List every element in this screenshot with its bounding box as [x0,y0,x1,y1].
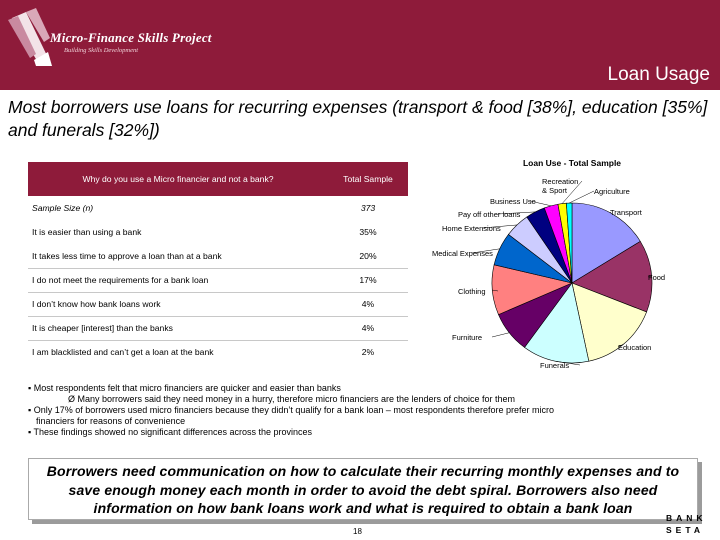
table-row [28,220,408,244]
bullet-text: Many borrowers said they need money in a hurry, therefore micro financiers are the lenders of choice for them [77,394,516,404]
row-label: It is cheaper [interest] than the banks [28,316,328,340]
table-row [28,268,408,292]
page-number: 18 [353,527,362,536]
row-value: 17% [328,268,408,292]
table-row [28,292,408,316]
key-message-callout: Borrowers need communication on how to calculate their recurring monthly expenses and to save enough money each month in order to avoid the debt spiral. Borrowers also need information on how bank loans work and what is required to obtain a bank loan [28,458,698,520]
slide-subtitle: Most borrowers use loans for recurring expenses (transport & food [38%], education [35%] and funerals [32%]) [8,97,708,140]
row-value: 4% [328,316,408,340]
bullet-text: These findings showed no significant differences across the provinces [33,427,313,437]
bullet-text: Only 17% of borrowers used micro financiers because they didn’t qualify for a bank loan – most respondents therefore prefer micro [33,405,554,415]
row-label: It takes less time to approve a loan than at a bank [28,244,328,268]
table-row [28,340,408,364]
pie-label: Medical Expenses [432,249,493,258]
pie-label: Clothing [458,287,486,296]
pie-label: Education [618,343,652,352]
logo-name: Micro-Finance Skills Project [50,30,212,45]
pie-label: Transport [610,208,642,217]
table-row [28,316,408,340]
pie-label: Recreation & Sport [542,177,579,195]
logo-line-2: SETA [666,525,705,535]
row-value: 4% [328,292,408,316]
pie-label: Food [648,273,666,282]
chart-title: Loan Use - Total Sample [522,158,622,168]
bullet-continuation: financiers for reasons of convenience [36,416,186,426]
findings-list [28,383,713,438]
sub-bullet-item: Ø Many borrowers said they need money in a hurry, therefore micro financiers are the lenders of choice for them [68,394,516,404]
logo-tagline: Building Skills Development [64,47,139,54]
pie-label: Furniture [452,333,483,342]
row-label: Sample Size (n) [32,203,94,213]
pie-label: Funerals [540,361,570,370]
question-header: Why do you use a Micro financier and not a bank? [28,162,328,196]
header-banner [0,0,720,90]
table-row [28,244,408,268]
bullet-item: ▪ Most respondents felt that micro financiers are quicker and easier than banks [28,383,341,393]
table-header-row [28,162,408,196]
leader-line [492,333,509,337]
table-row [28,196,408,220]
row-value: 20% [328,244,408,268]
logo-line-1: BANK [666,513,707,523]
row-value: 35% [359,227,377,237]
pie-label: Home Extensions [442,224,501,233]
row-value: 2% [361,347,375,358]
row-label: I don’t know how bank loans work [28,292,328,316]
row-label: I am blacklisted and can’t get a loan at the bank [32,347,214,358]
row-label: It is easier than using a bank [32,227,142,237]
row-label: I do not meet the requirements for a bank loan [28,268,328,292]
pie-label: Pay off other loans [458,210,521,219]
row-value: 373 [360,203,376,213]
slide-title: Loan Usage [607,64,710,85]
bankseta-logo [666,512,718,538]
total-sample-header: Total Sample [328,162,408,196]
bullet-item: ▪ Only 17% of borrowers used micro financiers because they didn’t qualify for a bank loan – most respondents therefore prefer micro [28,405,554,415]
bullet-item: ▪ These findings showed no significant differences across the provinces [28,427,313,437]
bullet-text: Most respondents felt that micro financiers are quicker and easier than banks [33,383,341,393]
pie-label: Agriculture [594,187,630,196]
loan-use-pie-chart [420,150,715,380]
survey-table [28,162,408,364]
pie-label: Business Use [490,197,536,206]
leader-line [569,191,594,203]
